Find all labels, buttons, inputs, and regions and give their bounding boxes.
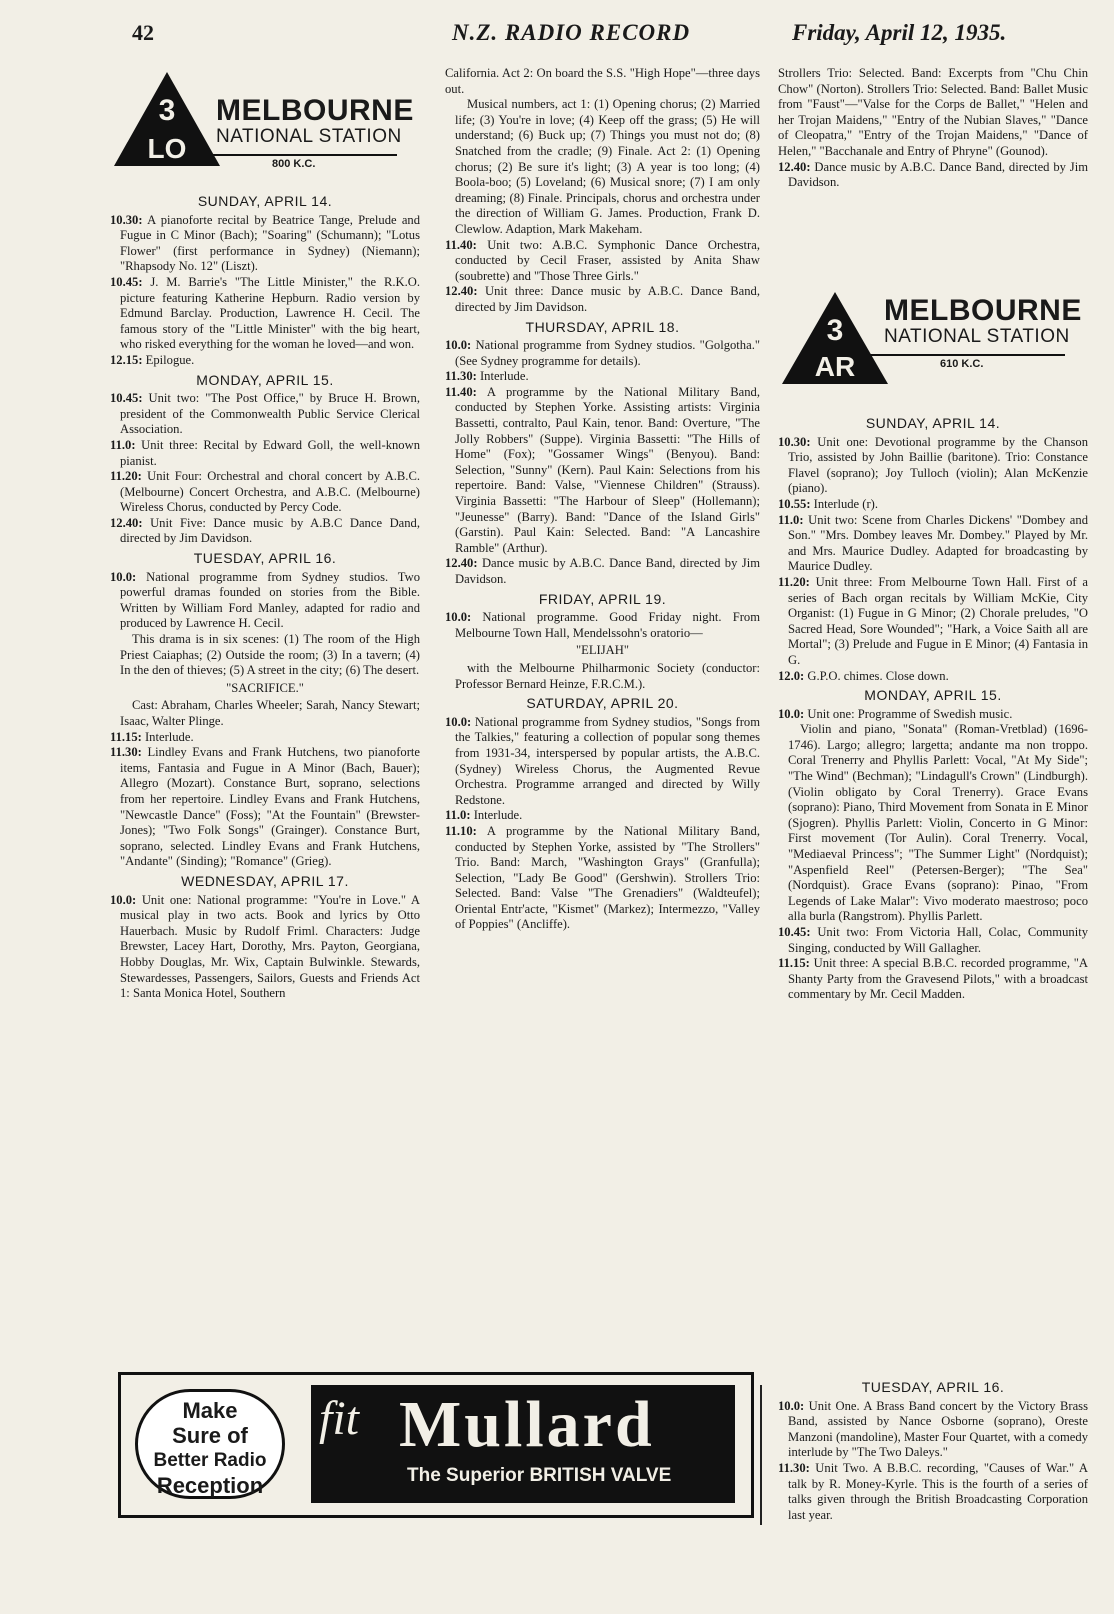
day-heading: SUNDAY, APRIL 14. xyxy=(197,193,333,209)
programme-item xyxy=(110,893,420,1002)
programme-item xyxy=(445,284,760,315)
programme-description: National programme from Sydney studios, "Songs from the Talkies," featuring a collection of popular song themes from 1931-34, interspersed by popular artists, the A.B.C. (Sydney) Wireless Chorus, the Augmented Revue Orchestra. Programme arranged and directed by Willy Redstone. xyxy=(455,714,760,807)
programme-detail: Musical numbers, act 1: (1) Opening chorus; (2) Married life; (3) You're in love; (4) Keep off the grass; (5) He will understand; (6) Buck up; (7) Things you must not do; (8) Snatched from the cradle; (9) Finale. Act 2: (1) Opening chorus; (2) Be sure it's light; (3) A year is too long; (4) Boola-boo; (5) Loveland; (6) Musical snore; (7) I am only dreaming; (8) Finale. Principals, chorus and orchestra under the direction of William G. James. Production, Frank D. Clewlow. Adaption, Mark Makeham. xyxy=(455,97,760,236)
ad-slogan-line: Sure of xyxy=(172,1423,248,1448)
logo-number: 3 xyxy=(826,314,844,347)
logo-station: NATIONAL STATION xyxy=(884,326,1070,347)
programme-item xyxy=(778,575,1088,669)
day-heading: WEDNESDAY, APRIL 17. xyxy=(181,872,349,889)
programme-description: Interlude. xyxy=(141,729,194,744)
programme-time: 10.0: xyxy=(778,1398,805,1413)
programme-description: A programme by the National Military Band, conducted by Stephen Yorke. Assisting artists: Virginia Bassetti, contralto, Paul Kain, tenor. Band: Overture, "The Jolly Robbers" (Suppe). Virginia Bassetti: "The Hills of Home" (Fox); "Gossamer Wings" (Benyou). Band: Selection, "Sunny" (Kern). Paul Kain: Selections from his repertoire. Band: Valse, "Viennese Children" (Strauss). Virginia Bassetti: "The Harbour of Sleep" (Hollemann); "Jeunesse" (Barry). Band: "Dance of the Island Girls" (Garstin). Paul Kain: Selected. Band: "A Lancashire Ramble" (Arthur). xyxy=(455,384,760,555)
programme-time: 11.20: xyxy=(110,469,142,484)
programme-item xyxy=(778,925,1088,956)
ad-brand-name: Mullard xyxy=(399,1388,655,1461)
programme-description: Unit two: A.B.C. Symphonic Dance Orchestra, conducted by Cecil Fraser, assisted by Anita Shaw (soubrette) and "Those Three Girls." xyxy=(455,237,760,283)
programme-item xyxy=(445,385,760,557)
programme-title: "ELIJAH" xyxy=(576,643,629,658)
day-heading: THURSDAY, APRIL 18. xyxy=(525,318,680,335)
programme-time: 12.40: xyxy=(778,159,811,174)
programme-item xyxy=(110,570,420,632)
day-heading: FRIDAY, APRIL 19. xyxy=(538,590,667,607)
programme-time: 11.0: xyxy=(778,512,804,527)
programme-description: Unit Five: Dance music by A.B.C Dance Dand, directed by Jim Davidson. xyxy=(120,515,420,546)
ad-slogan-line: Make xyxy=(182,1398,238,1423)
programme-description: Unit Two. A B.B.C. recording, "Causes of War." A talk by R. Money-Kyrle. This is the fourth of a series of talks given through the British Broadcasting Corporation last year. xyxy=(788,1460,1088,1522)
day-heading: SATURDAY, APRIL 20. xyxy=(526,695,679,712)
logo-3lo xyxy=(112,70,412,170)
day-heading: MONDAY, APRIL 15. xyxy=(864,687,1002,704)
column-3-top xyxy=(778,66,1088,191)
programme-time: 11.30: xyxy=(445,369,477,384)
programme-time: 11.30: xyxy=(110,745,142,760)
programme-time: 11.30: xyxy=(778,1460,810,1475)
column-3-3ar xyxy=(778,412,1088,1003)
programme-time: 12.40: xyxy=(445,284,478,299)
logo-letters: AR xyxy=(814,351,856,382)
programme-time: 10.45: xyxy=(110,391,143,406)
programme-item xyxy=(445,824,760,933)
programme-continuation: Strollers Trio: Selected. Band: Excerpts from "Chu Chin Chow" (Norton). Strollers Trio: Selected. Band: Ballet Music from "Faust"—"Valse for the Corps de Ballet," "Helen and her Trojan Maidens," "Entry of the Nubian Slaves," "Dance of Cleopatra," "Entry of the Trojan Maidens," "Dance of Helen," "Bacchanale and Entry of Phryne" (Gounod). xyxy=(778,66,1088,158)
page-number: 42 xyxy=(132,20,154,45)
programme-description: Unit two: "The Post Office," by Bruce H. Brown, president of the Commonwealth Public Service Clerical Association. xyxy=(120,391,420,437)
programme-time: 10.0: xyxy=(110,892,137,907)
programme-description: Unit Four: Orchestral and choral concert by A.B.C. (Melbourne) Concert Orchestra, and A.B.C. (Melbourne) Wireless Chorus, conducted by Percy Code. xyxy=(120,469,420,515)
ad-brand-panel xyxy=(311,1385,735,1503)
programme-item xyxy=(445,369,760,385)
ad-tagline: The Superior BRITISH VALVE xyxy=(407,1465,672,1486)
column-3-bottom xyxy=(778,1376,1088,1523)
ad-slogan-line: Reception xyxy=(156,1473,264,1498)
programme-item xyxy=(445,610,760,641)
ad-slogan-bubble xyxy=(135,1389,285,1499)
programme-time: 12.0: xyxy=(778,668,805,683)
programme-item xyxy=(778,513,1088,575)
programme-description: Interlude. xyxy=(476,369,529,384)
logo-3ar xyxy=(780,290,1080,388)
programme-time: 11.15: xyxy=(110,729,142,744)
ad-slogan-line: Better Radio xyxy=(153,1450,267,1471)
programme-time: 12.40: xyxy=(445,556,478,571)
programme-time: 11.20: xyxy=(778,574,810,589)
logo-station: NATIONAL STATION xyxy=(216,126,402,147)
day-heading: SUNDAY, APRIL 14. xyxy=(865,415,1001,431)
programme-item xyxy=(778,435,1088,497)
programme-time: 11.40: xyxy=(445,384,477,399)
programme-item xyxy=(110,391,420,438)
programme-item xyxy=(445,338,760,369)
programme-item xyxy=(778,707,1088,723)
programme-item xyxy=(445,715,760,809)
column-divider xyxy=(760,1385,762,1525)
programme-description: Unit one: Programme of Swedish music. xyxy=(804,706,1013,721)
programme-time: 10.30: xyxy=(110,212,143,227)
programme-description: Dance music by A.B.C. Dance Band, directed by Jim Davidson. xyxy=(788,159,1088,190)
programme-item xyxy=(445,556,760,587)
programme-time: 10.0: xyxy=(778,706,805,721)
logo-frequency: 800 K.C. xyxy=(272,158,316,170)
programme-description: J. M. Barrie's "The Little Minister," the R.K.O. picture featuring Katherine Hepburn. Radio version by Edmund Barclay. Production, Lawrence H. Cecil. The famous story of the "Little Minister" with the big heart, who risked everything for the woman he loved—and won. xyxy=(120,274,420,352)
programme-item xyxy=(110,745,420,870)
programme-description: Interlude. xyxy=(470,808,523,823)
programme-item xyxy=(110,469,420,516)
programme-detail: Violin and piano, "Sonata" (Roman-Vretblad) (1696-1746). Largo; allegro; largetta; andante ma non troppo. Coral Trenerry and Phyllis Parlett: Vocal, "At My Side"; "The Wind" (Bechman); "Lindagull's Crown" (Lindburgh). (Violin obligato by Coral Trenerry). Grace Evans (soprano): Piano, Third Movement from Sonata in E Minor (Sjogren). Phyllis Parlett: Violin, Concerto in G Minor: First movement (Tor Aulin). Coral Trenerry. Vocal, "Mediaeval Princess"; "The Summer Light" (Nordquist); "Aspenfield Reel" (Petersen-Berger); "The Sea" (Nordquist). Grace Evans (soprano): Pinao, "From Legends of Lake Malar": Vivo moderato maestroso; poco alla burla (Rangstrom). Phyllis Parlett. xyxy=(788,722,1088,924)
programme-item xyxy=(778,956,1088,1003)
programme-item xyxy=(110,438,420,469)
day-heading: MONDAY, APRIL 15. xyxy=(196,371,334,388)
programme-description: Unit three: A special B.B.C. recorded programme, "A Shanty Party from the Gravesend Pilots," with a broadcast commentary by Mr. Cecil Madden. xyxy=(788,956,1088,1002)
programme-time: 11.40: xyxy=(445,237,477,252)
programme-item xyxy=(110,516,420,547)
programme-description: National programme. Good Friday night. From Melbourne Town Hall, Mendelssohn's oratorio— xyxy=(455,610,760,640)
programme-detail: This drama is in six scenes: (1) The room of the High Priest Caiaphas; (2) Outside the room; (3) In a tavern; (4) In the den of thieves; (5) A street in the city; (6) The desert. xyxy=(120,632,420,678)
programme-item xyxy=(110,275,420,353)
day-heading: TUESDAY, APRIL 16. xyxy=(861,1379,1005,1395)
programme-item xyxy=(778,669,1088,685)
programme-description: Unit two: From Victoria Hall, Colac, Community Singing, conducted by Will Gallagher. xyxy=(788,925,1088,955)
programme-time: 10.55: xyxy=(778,496,811,511)
programme-time: 11.10: xyxy=(445,823,477,838)
programme-item xyxy=(110,353,420,369)
publication-title: N.Z. RADIO RECORD xyxy=(452,20,691,45)
programme-description: Dance music by A.B.C. Dance Band, directed by Jim Davidson. xyxy=(455,556,760,586)
day-heading: TUESDAY, APRIL 16. xyxy=(193,550,337,567)
logo-frequency: 610 K.C. xyxy=(940,358,984,370)
programme-description: Unit one: Devotional programme by the Chanson Trio, assisted by John Baillie (baritone). Trio: Constance Flavel (soprano); Joy Tulloch (violin); Alan McKenzie (piano). xyxy=(788,434,1088,496)
programme-description: Unit three: Recital by Edward Goll, the well-known pianist. xyxy=(120,437,420,468)
programme-detail: Cast: Abraham, Charles Wheeler; Sarah, Nancy Stewart; Isaac, Walter Plinge. xyxy=(120,698,420,728)
programme-time: 10.0: xyxy=(445,610,472,625)
programme-item xyxy=(778,1461,1088,1523)
logo-city: MELBOURNE xyxy=(216,94,414,127)
triangle-logo-icon xyxy=(780,290,890,388)
programme-time: 10.45: xyxy=(110,274,143,289)
programme-description: Unit three: From Melbourne Town Hall. First of a series of Bach organ recitals by William McKie, City Organist: (1) Fugue in G Minor; (2) Chorale preludes, "O Sacred Head, Sore Wounded"; "Hark, a Voice Saith all are Mortal"; (3) Prelude and Fugue in E Minor; (4) Fantasia in G. xyxy=(788,574,1088,667)
programme-time: 10.0: xyxy=(110,569,137,584)
programme-title: "SACRIFICE." xyxy=(226,680,304,695)
programme-continuation: California. Act 2: On board the S.S. "High Hope"—three days out. xyxy=(445,66,760,96)
programme-item xyxy=(778,1399,1088,1461)
programme-description: G.P.O. chimes. Close down. xyxy=(804,668,949,683)
programme-item xyxy=(778,497,1088,513)
issue-date: Friday, April 12, 1935. xyxy=(792,20,1007,45)
programme-description: Unit three: Dance music by A.B.C. Dance Band, directed by Jim Davidson. xyxy=(455,284,760,314)
logo-rule xyxy=(870,354,1065,356)
programme-item xyxy=(110,730,420,746)
programme-time: 10.45: xyxy=(778,925,811,939)
ad-fit-word: fit xyxy=(319,1392,360,1445)
programme-description: A pianoforte recital by Beatrice Tange, Prelude and Fugue in C Minor (Bach); "Soaring" (Schumann); "Lotus Flower" (first performance in Sydney) (Niemann); "Rhapsody No. 12" (Liszt). xyxy=(120,212,420,274)
column-2 xyxy=(445,66,760,933)
programme-time: 11.0: xyxy=(110,437,136,452)
programme-item xyxy=(445,808,760,824)
programme-time: 12.15: xyxy=(110,352,143,367)
mullard-advertisement xyxy=(118,1372,754,1518)
programme-description: National programme from Sydney studios. Two powerful dramas founded on stories from the Bible. Written by William Ford Manley, adapted for radio and produced by Lawrence H. Cecil. xyxy=(120,569,420,631)
programme-item xyxy=(110,213,420,275)
programme-detail: with the Melbourne Philharmonic Society (conductor: Professor Bernard Heinze, F.R.C.M.). xyxy=(455,660,760,691)
logo-letters: LO xyxy=(147,133,187,164)
programme-description: A programme by the National Military Band, conducted by Stephen Yorke, assisted by "The Strollers" Trio. Band: March, "Washington Grays" (Granfulla); Selection, "Lady Be Good" (Gershwin). Strollers Trio: Selected. Band: Valse "The Grenadiers" (Waldteufel); Oriental Entr'acte, "Kismet" (Markez); Intermezzo, "Valley of Poppies" (Ancliffe). xyxy=(455,823,760,932)
programme-description: Unit one: National programme: "You're in Love." A musical play in two acts. Book and lyrics by Otto Hauerbach. Music by Rudolf Friml. Characters: Judge Brewster, Lacey Hart, Dorothy, Mrs. Payton, Georgiana, Hobby Douglas, Mr. Wix, Captain Bulwinkle. Stewards, Stewardesses, Passengers, Sailors, Guests and Friends Act 1: Santa Monica Hotel, Southern xyxy=(120,892,420,1001)
programme-time: 10.0: xyxy=(445,338,472,353)
programme-time: 10.0: xyxy=(445,714,472,729)
programme-description: Lindley Evans and Frank Hutchens, two pianoforte items, Fantasia and Fugue in A Minor (Bach, Bauer); Allegro (Mozart). Constance Burt, soprano, selections from her repertoire. Lindley Evans and Frank Hutchens, "Newcastle Dance" (Foss); "At the Fountain" (Brewster-Jones); "Two Folk Songs" (Grainger). Constance Burt, soprano, selected. Lindley Evans and Frank Hutchens, "Andante" (Sinding); "Romance" (Grieg). xyxy=(120,745,420,869)
programme-item xyxy=(778,160,1088,191)
programme-time: 12.40: xyxy=(110,515,143,530)
column-1 xyxy=(110,190,420,1002)
programme-description: Interlude (r). xyxy=(810,496,879,511)
logo-rule xyxy=(202,154,397,156)
programme-item xyxy=(445,238,760,285)
programme-time: 11.0: xyxy=(445,808,471,823)
logo-city: MELBOURNE xyxy=(884,294,1082,327)
programme-description: Unit One. A Brass Band concert by the Victory Brass Band, assisted by Nance Osborne (soprano), Oreste Manzoni (mandoline), Master Four Quartet, with a comedy interlude by "The Two Daleys." xyxy=(788,1398,1088,1460)
programme-description: National programme from Sydney studios. "Golgotha." (See Sydney programme for details). xyxy=(455,338,760,368)
programme-description: Unit two: Scene from Charles Dickens' "Dombey and Son." "Mrs. Dombey leaves Mr. Dombey." Played by Mr. and Mrs. Maurice Dudley. Adapted for broadcasting by Maurice Dudley. xyxy=(788,512,1088,574)
logo-number: 3 xyxy=(158,94,176,127)
programme-time: 11.15: xyxy=(778,956,810,971)
programme-time: 10.30: xyxy=(778,434,811,449)
programme-description: Epilogue. xyxy=(142,352,195,367)
